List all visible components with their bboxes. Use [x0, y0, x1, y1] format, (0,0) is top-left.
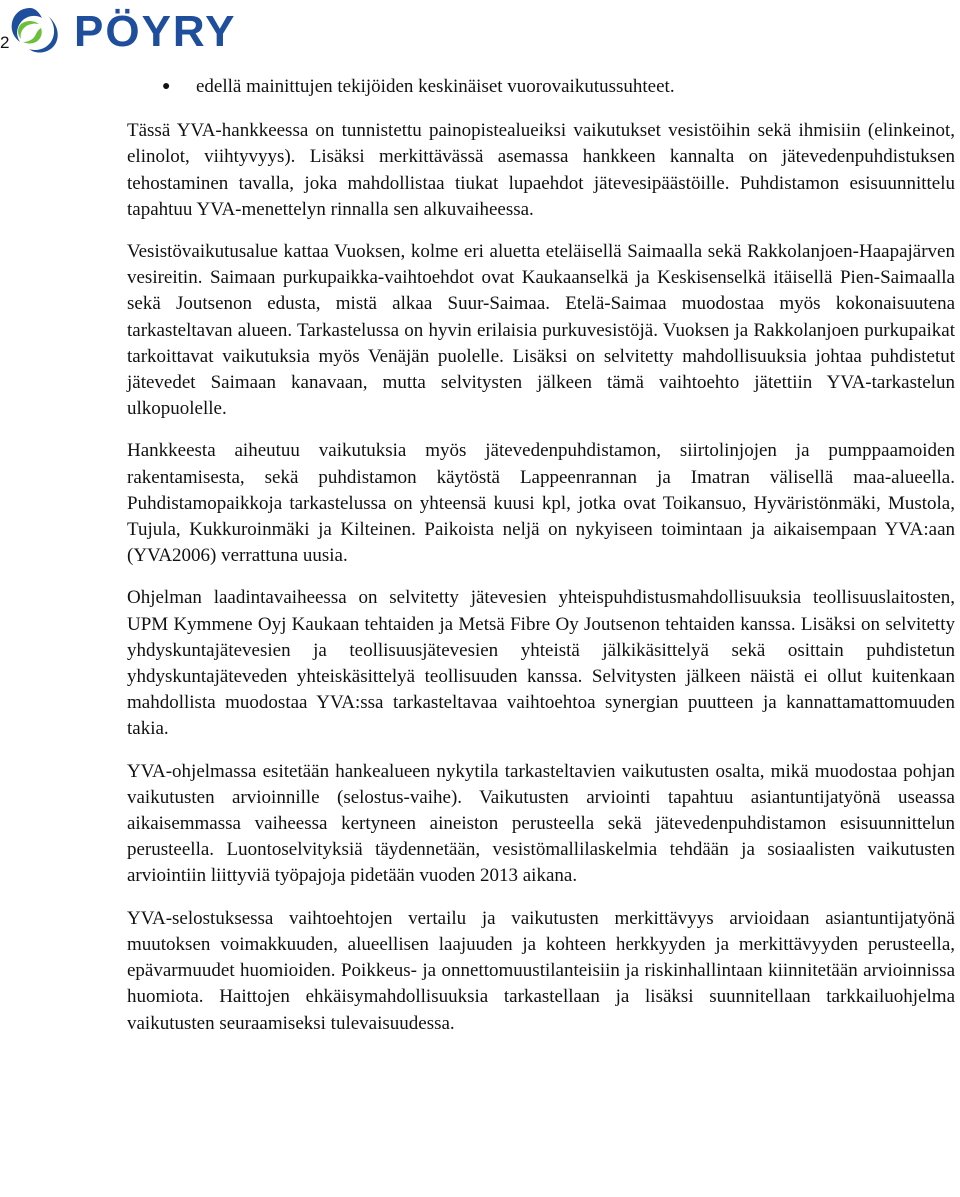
bullet-icon: ● — [162, 79, 171, 94]
page-number: 2 — [0, 33, 10, 52]
paragraph: Vesistövaikutusalue kattaa Vuoksen, kolme eri aluetta eteläisellä Saimaalla sekä Rakkolanjoen-Haapajärven vesireitin. Saimaan purkupaikka-vaihtoehdot ovat Kaukaanselkä ja Keskisenselkä itäisellä Pien-Saimaalla sekä Joutsenon edusta, mistä alkaa Suur-Saimaa. Etelä-Saimaa muodostaa myös kokonaisuutena tarkasteltavan alueen. Tarkastelussa on hyvin erilaisia purkuvesistöjä. Vuoksen ja Rakkolanjoen purkupaikat tarkoittavat vaikutuksia myös Venäjän puolelle. Lisäksi on selvitetty mahdollisuuksia johtaa puhdistetut jätevedet Saimaan kanavaan, mutta selvitysten jälkeen tämä vaihtoehto jätettiin YVA-tarkastelun ulkopuolelle. — [127, 241, 955, 420]
poyry-swirl-icon — [12, 8, 58, 53]
list-item — [162, 74, 955, 102]
paragraph: Hankkeesta aiheutuu vaikutuksia myös jätevedenpuhdistamon, siirtolinjojen ja pumppaamoiden rakentamisesta, sekä puhdistamon käytöstä Lappeenrannan ja Imatran välisellä maa-alueella. Puhdistamopaikkoja tarkastelussa on yhteensä kuusi kpl, jotka ovat Toikansuo, Hyväristönmäki, Mustola, Tujula, Kukkuroinmäki ja Kilteinen. Paikoista neljä on nykyiseen toimintaan ja aikaisempaan YVA:aan (YVA2006) verrattuna uusia. — [127, 440, 955, 567]
paragraph: YVA-selostuksessa vaihtoehtojen vertailu ja vaikutusten merkittävyys arvioidaan asiantuntijatyönä muutoksen voimakkuuden, alueellisen laajuuden ja kohteen herkkyyden ja merkittävyyden perusteella, epävarmuudet huomioiden. Poikkeus- ja onnettomuustilanteisiin ja riskinhallintaan kiinnitetään arvioinnissa huomiota. Haittojen ehkäisymahdollisuuksia tarkastellaan ja lisäksi suunnitellaan tarkkailuohjelma vaikutusten seuraamiseksi tulevaisuudessa. — [127, 907, 955, 1034]
list-item-text: edellä mainittujen tekijöiden keskinäiset vuorovaikutussuhteet. — [196, 76, 675, 97]
paragraph: Ohjelman laadintavaiheessa on selvitetty jätevesien yhteispuhdistusmahdollisuuksia teollisuuslaitosten, UPM Kymmene Oyj Kaukaan tehtaiden ja Metsä Fibre Oy Joutsenon tehtaiden kanssa. Lisäksi on selvitetty yhdyskuntajätevesien ja teollisuusjätevesien yhteistä jälkikäsittelyä sekä osittain puhdistetun yhdyskuntajäteveden yhteiskäsittelyä teollisuuden kanssa. Selvitysten jälkeen näistä ei ollut kuitenkaan mahdollista muodostaa YVA:ssa tarkasteltavaa vaihtoehtoa synergian puutteen ja kannattamattomuuden takia. — [127, 587, 955, 740]
paragraph: YVA-ohjelmassa esitetään hankealueen nykytila tarkasteltavien vaikutusten osalta, mikä muodostaa pohjan vaikutusten arvioinnille (selostus-vaihe). Vaikutusten arviointi tapahtuu asiantuntijatyönä useassa aikaisemmassa vaiheessa kertyneen aineiston perusteella sekä jätevedenpuhdistamon esisuunnittelun perusteella. Luontoselvityksiä täydennetään, vesistömallilaskelmia tehdään ja sosiaalisten vaikutusten arviointiin liittyviä työpajoja pidetään vuoden 2013 aikana. — [127, 760, 955, 887]
svg-text:PÖYRY: PÖYRY — [74, 7, 237, 56]
paragraph: Tässä YVA-hankkeessa on tunnistettu painopistealueiksi vaikutukset vesistöihin sekä ihmisiin (elinkeinot, elinolot, viihtyvyys). Lisäksi merkittävässä asemassa hankkeen kannalta on jätevedenpuhdistuksen tehostaminen tavalla, joka mahdollistaa tiukat lupaehdot jätevesipäästöille. Puhdistamon esisuunnittelu tapahtuu YVA-menettelyn rinnalla sen alkuvaiheessa. — [127, 120, 955, 220]
document-body — [127, 74, 955, 1053]
poyry-logo — [8, 2, 270, 56]
